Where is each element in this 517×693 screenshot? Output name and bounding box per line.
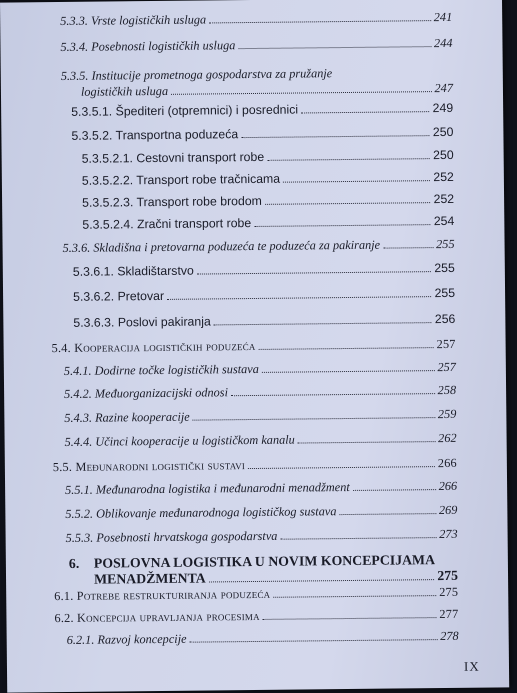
toc-entry-5-4-3[interactable]: 5.4.3. Razine kooperacije 259 <box>64 406 457 425</box>
toc-entry-6-2-1[interactable]: 6.2.1. Razvoj koncepcije 278 <box>66 628 459 647</box>
toc-entry-5-3-6-1[interactable]: 5.3.6.1. Skladištarstvo 255 <box>72 260 455 279</box>
toc-entry-5-3-5-1[interactable]: 5.3.5.1. Špediteri (otpremnici) i posrednici 249 <box>71 100 454 119</box>
toc-entry-5-5[interactable]: 5.5. Međunarodni logistički sustavi 266 <box>52 455 457 475</box>
toc-entry-5-4-1[interactable]: 5.4.1. Dodirne točke logističkih sustava 257 <box>63 359 456 378</box>
toc-entry-5-5-2[interactable]: 5.5.2. Oblikovanje međunarodnoga logističkog sustava 269 <box>65 502 458 521</box>
toc-entry-5-5-1[interactable]: 5.5.1. Međunarodna logistika i međunarodni menadžment 266 <box>65 478 458 497</box>
toc-entry-5-3-3[interactable]: 5.3.3. Vrste logističkih usluga 241 <box>60 9 453 28</box>
toc-entry-5-3-5-2-4[interactable]: 5.3.5.2.4. Zračni transport robe 254 <box>82 213 455 232</box>
toc-entry-5-3-6-3[interactable]: 5.3.6.3. Poslovi pakiranja 256 <box>73 311 456 330</box>
toc-entry-5-3-5-2-2[interactable]: 5.3.5.2.2. Transport robe tračnicama 252 <box>81 169 454 188</box>
toc-entry-5-4[interactable]: 5.4. Kooperacija logističkih poduzeća 257 <box>51 336 456 356</box>
toc-entry-5-3-5[interactable]: 5.3.5. Institucije prometnoga gospodarstva za pružanje logističkih usluga 247 <box>60 66 454 99</box>
toc-entry-6-1[interactable]: 6.1. Potrebe restrukturiranja poduzeća 275 <box>54 584 459 604</box>
toc-entry-5-4-2[interactable]: 5.4.2. Međuorganizacijski odnosi 258 <box>64 382 457 401</box>
toc-entry-5-4-4[interactable]: 5.4.4. Učinci kooperacije u logističkom kanalu 262 <box>64 430 457 449</box>
toc-entry-5-3-5-2[interactable]: 5.3.5.2. Transportna poduzeća 250 <box>71 124 454 143</box>
toc-entry-5-3-5-2-3[interactable]: 5.3.5.2.3. Transport robe brodom 252 <box>82 191 455 210</box>
toc-entry-5-3-4[interactable]: 5.3.4. Posebnosti logističkih usluga 244 <box>60 35 453 54</box>
toc-entry-6-2[interactable]: 6.2. Koncepcija upravljanja procesima 277 <box>54 606 459 626</box>
page-number: IX <box>463 658 480 674</box>
toc-entry-5-3-6-2[interactable]: 5.3.6.2. Pretovar 255 <box>73 285 456 304</box>
toc-entry-5-3-6[interactable]: 5.3.6. Skladišna i pretovarna poduzeća te poduzeća za pakiranje 255 <box>62 236 455 255</box>
toc-entry-5-5-3[interactable]: 5.5.3. Posebnosti hrvatskoga gospodarstva 273 <box>65 526 458 545</box>
toc-chapter-6[interactable]: 6. POSLOVNA LOGISTIKA U NOVIM KONCEPCIJAMA MENADŽMENTA 275 <box>68 552 459 587</box>
toc-entry-5-3-5-2-1[interactable]: 5.3.5.2.1. Cestovni transport robe 250 <box>81 147 454 166</box>
